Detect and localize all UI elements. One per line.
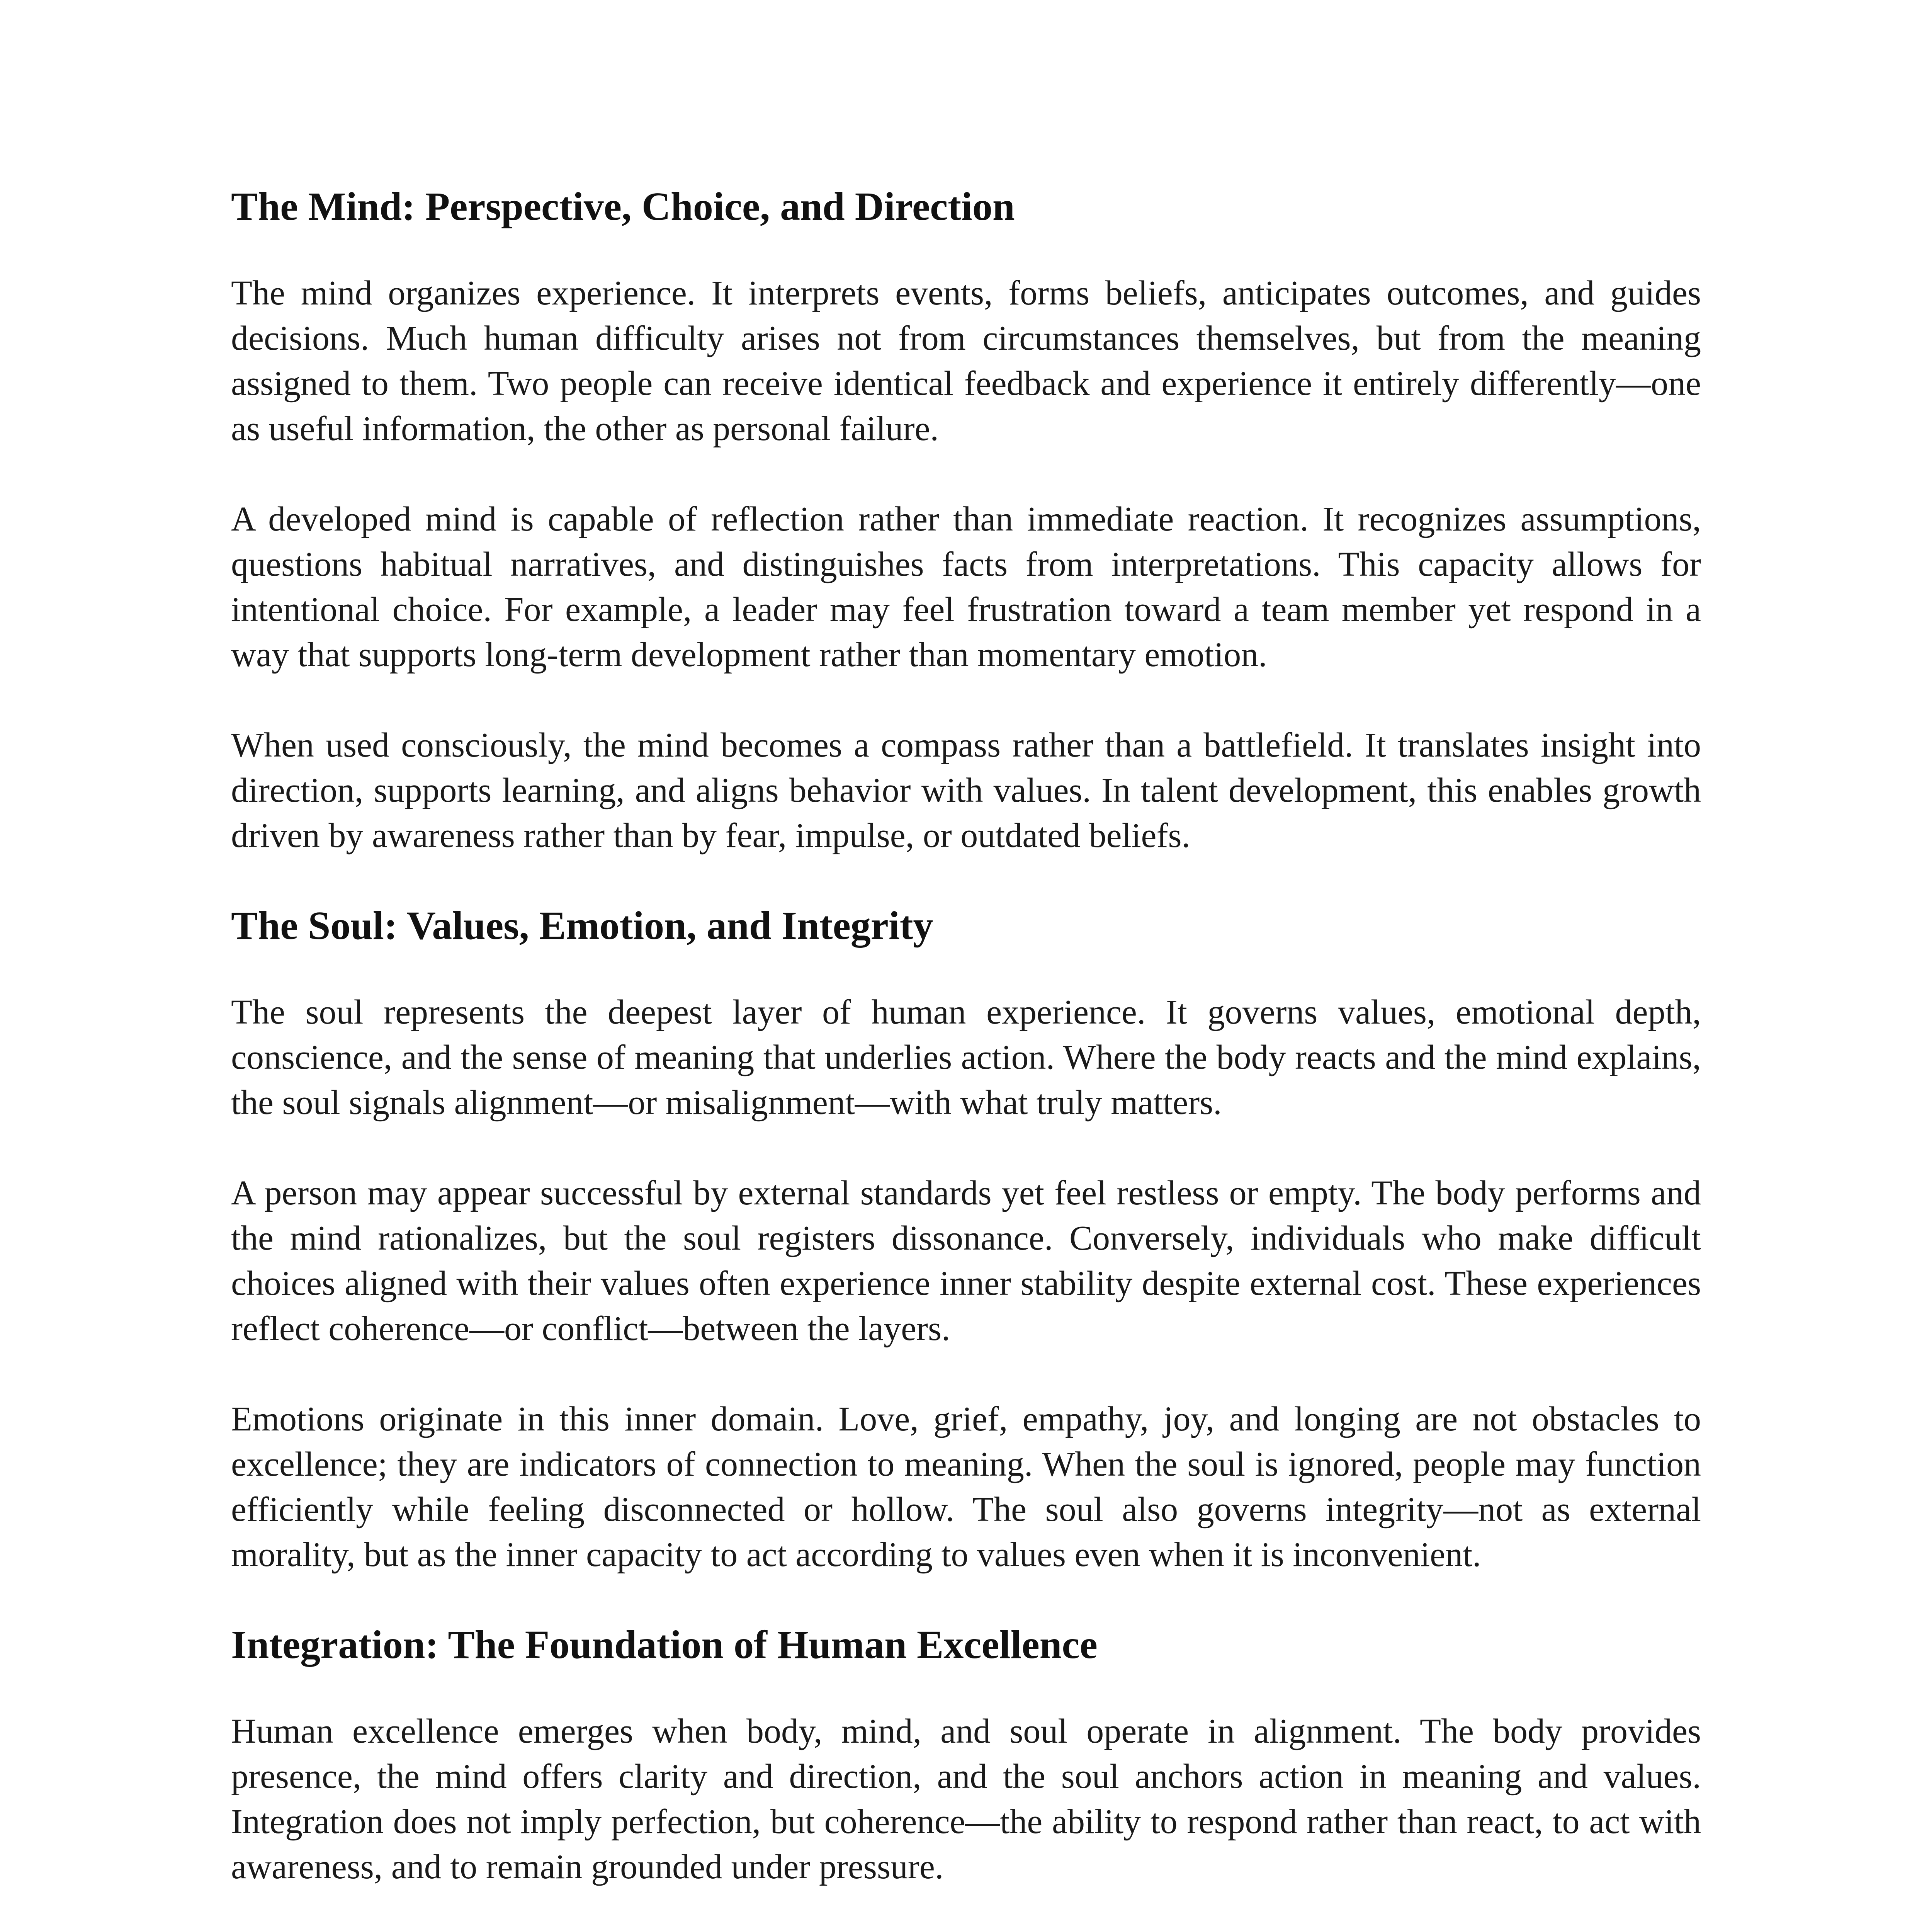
section-heading: The Mind: Perspective, Choice, and Direction: [231, 184, 1015, 229]
section-heading: Integration: The Foundation of Human Excellence: [231, 1622, 1098, 1667]
body-paragraph: A developed mind is capable of reflection rather than immediate reaction. It recognizes assumptions, questions habitual narratives, and distinguishes facts from interpretations. This capacity allows for intentional choice. For example, a leader may feel frustration toward a team member yet respond in a way that supports long-term development rather than momentary emotion.: [231, 500, 1701, 674]
body-paragraph: The mind organizes experience. It interprets events, forms beliefs, anticipates outcomes, and guides decisions. Much human difficulty arises not from circumstances themselves, but from the meaning assigned to them. Two people can receive identical feedback and experience it entirely differently—one as useful information, the other as personal failure.: [231, 274, 1701, 448]
body-paragraph: A person may appear successful by external standards yet feel restless or empty. The body performs and the mind rationalizes, but the soul registers dissonance. Conversely, individuals who make difficult choices aligned with their values often experience inner stability despite external cost. These experiences reflect coherence—or conflict—between the layers.: [231, 1174, 1701, 1348]
body-paragraph: Emotions originate in this inner domain. Love, grief, empathy, joy, and longing are not obstacles to excellence; they are indicators of connection to meaning. When the soul is ignored, people may function efficiently while feeling disconnected or hollow. The soul also governs integrity—not as external morality, but as the inner capacity to act according to values even when it is inconvenient.: [231, 1400, 1701, 1574]
body-paragraph: When used consciously, the mind becomes a compass rather than a battlefield. It translates insight into direction, supports learning, and aligns behavior with values. In talent development, this enables growth driven by awareness rather than by fear, impulse, or outdated beliefs.: [231, 726, 1701, 855]
body-paragraph: The soul represents the deepest layer of human experience. It governs values, emotional depth, conscience, and the sense of meaning that underlies action. Where the body reacts and the mind explains, the soul signals alignment—or misalignment—with what truly matters.: [231, 993, 1701, 1122]
section-heading: The Soul: Values, Emotion, and Integrity: [231, 903, 933, 948]
body-paragraph: Human excellence emerges when body, mind, and soul operate in alignment. The body provides presence, the mind offers clarity and direction, and the soul anchors action in meaning and values. Integration does not imply perfection, but coherence—the ability to respond rather than react, to act with awareness, and to remain grounded under pressure.: [231, 1712, 1701, 1886]
section-integration: [231, 1620, 1701, 1932]
section-mind: [231, 182, 1701, 858]
page-content: [231, 182, 1701, 1932]
section-soul: [231, 901, 1701, 1577]
